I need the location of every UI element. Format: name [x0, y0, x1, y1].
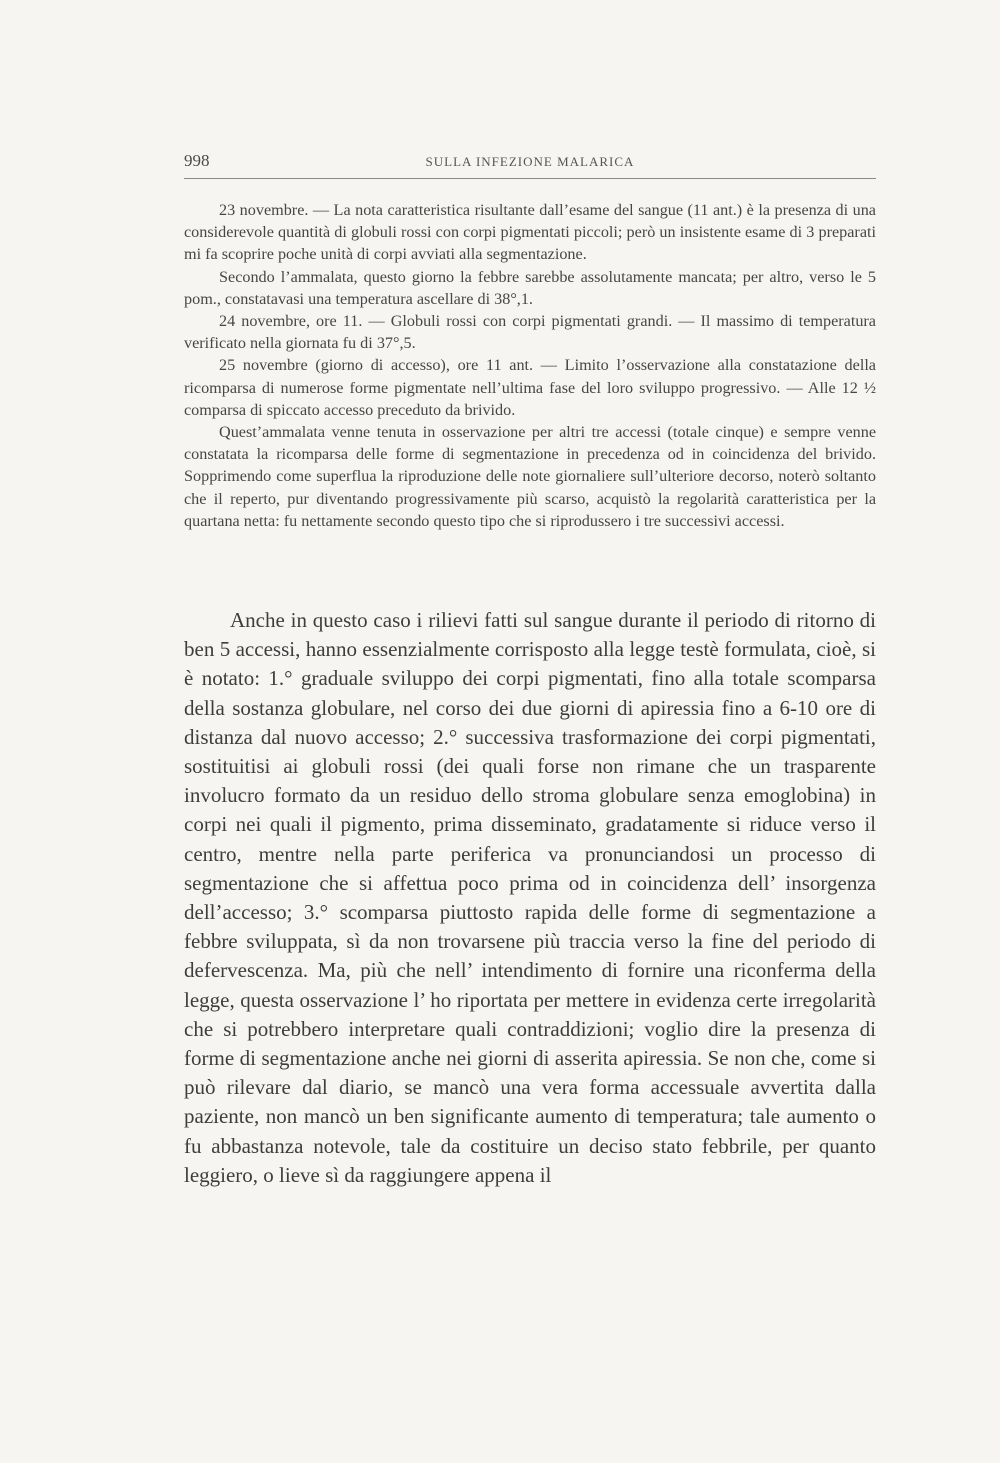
running-title: SULLA INFEZIONE MALARICA — [425, 154, 635, 169]
note-paragraph: Quest’ammalata venne tenuta in osservazione per altri tre accessi (totale cinque) e sempre venne constatata la ricomparsa delle forme di segmentazione in precedenza od in coincidenza del brivido. Sopprimendo come superflua la riproduzione delle note giornaliere sull’ulteriore decorso, noterò soltanto che il reperto, pur diventando progressivamente più scarso, acquistò la regolarità caratteristica per la quartana netta: fu nettamente secondo questo tipo che si riprodussero i tre successivi accessi. — [184, 423, 876, 530]
header-rule — [184, 178, 876, 179]
note-paragraph: 25 novembre (giorno di accesso), ore 11 ant. — Limito l’osservazione alla constatazione della ricomparsa di numerose forme pigmentate nell’ultima fase del loro sviluppo progressivo. — Alle 12 ½ comparsa di spiccato accesso preceduto da brivido. — [184, 356, 876, 419]
page-number: 998 — [184, 151, 210, 170]
running-head — [184, 151, 876, 175]
main-text — [184, 606, 876, 1190]
clinical-notes — [184, 199, 876, 532]
body-paragraph: Anche in questo caso i rilievi fatti sul sangue durante il periodo di ritorno di ben 5 accessi, hanno essenzialmente corrisposto alla legge testè formulata, cioè, si è notato: 1.° graduale sviluppo dei corpi pigmentati, fino alla totale scomparsa della sostanza globulare, nel corso dei due giorni di apiressia fino a 6-10 ore di distanza dal nuovo accesso; 2.° successiva trasformazione dei corpi pigmentati, sostituitisi ai globuli rossi (dei quali forse non rimane che un trasparente involucro formato da un residuo dello stroma globulare senza emoglobina) in corpi nei quali il pigmento, prima disseminato, gradatamente si riduce verso il centro, mentre nella parte periferica va pronunciandosi un processo di segmentazione che si affettua poco prima od in coincidenza dell’ insorgenza dell’accesso; 3.° scomparsa piuttosto rapida delle forme di segmentazione a febbre sviluppata, sì da non trovarsene più traccia verso la fine del periodo di defervescenza. Ma, più che nell’ intendimento di fornire una riconferma della legge, questa osservazione l’ ho riportata per mettere in evidenza certe irregolarità che si potrebbero interpretare quali contraddizioni; voglio dire la presenza di forme di segmentazione anche nei giorni di asserita apiressia. Se non che, come si può rilevare dal diario, se mancò una vera forma accessuale avvertita dalla paziente, non mancò un ben significante aumento di temperatura; tale aumento o fu abbastanza notevole, tale da costituire un deciso stato febbrile, per quanto leggiero, o lieve sì da raggiungere appena il — [184, 608, 876, 1187]
note-paragraph: Secondo l’ammalata, questo giorno la febbre sarebbe assolutamente mancata; per altro, verso le 5 pom., constatavasi una temperatura ascellare di 38°,1. — [184, 267, 876, 308]
note-paragraph: 24 novembre, ore 11. — Globuli rossi con corpi pigmentati grandi. — Il massimo di temperatura verificato nella giornata fu di 37°,5. — [184, 312, 876, 353]
note-paragraph: 23 novembre. — La nota caratteristica risultante dall’esame del sangue (11 ant.) è la presenza di una considerevole quantità di globuli rossi con corpi pigmentati piccoli; però un insistente esame di 3 preparati mi fa scoprire poche unità di corpi avviati alla segmentazione. — [184, 201, 876, 264]
